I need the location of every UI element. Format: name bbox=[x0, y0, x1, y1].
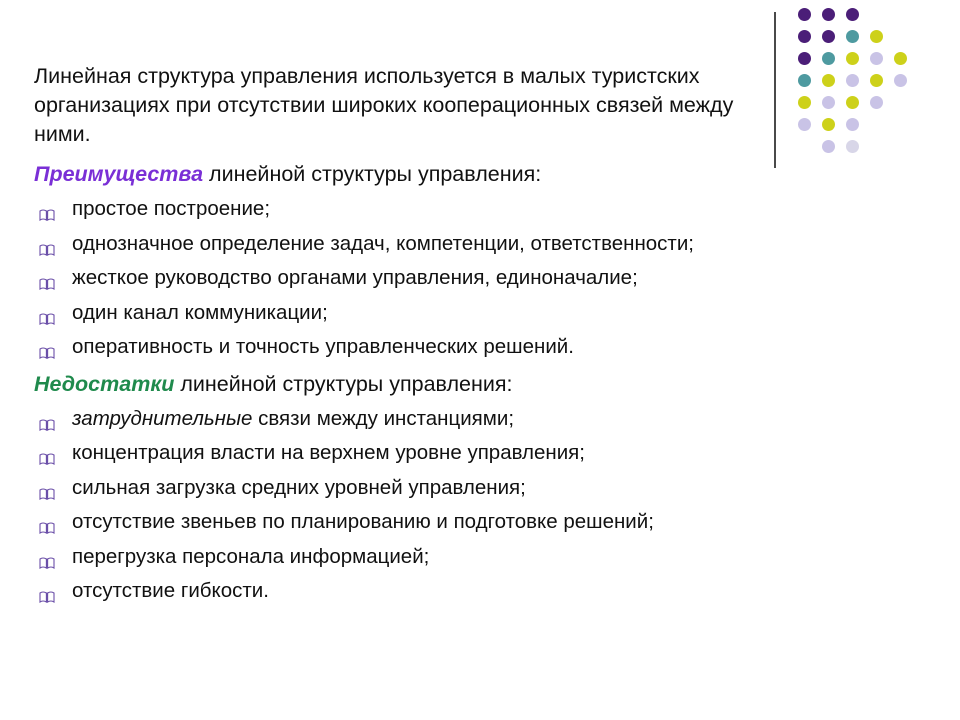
book-bullet-icon bbox=[39, 479, 55, 493]
decoration-dot bbox=[894, 74, 907, 87]
list-item-text: перегрузка персонала информацией; bbox=[72, 544, 430, 568]
advantages-list bbox=[34, 193, 824, 363]
decoration-dot bbox=[846, 96, 859, 109]
book-bullet-icon bbox=[39, 513, 55, 527]
book-bullet-icon bbox=[39, 582, 55, 596]
list-item-text: жесткое руководство органами управления, единоначалие; bbox=[72, 266, 638, 289]
list-item bbox=[34, 297, 824, 329]
intro-paragraph: Линейная структура управления используется в малых туристских организациях при отсутствии широких кооперационных связей между ними. bbox=[34, 64, 734, 146]
list-item bbox=[34, 262, 824, 294]
book-bullet-icon bbox=[39, 338, 55, 352]
book-bullet-icon bbox=[39, 548, 55, 562]
list-item bbox=[34, 541, 824, 573]
disadvantages-label: Недостатки bbox=[34, 371, 175, 396]
book-bullet-icon bbox=[39, 410, 55, 424]
list-item-emphasis: затруднительные bbox=[72, 406, 253, 430]
list-item-text: простое построение; bbox=[72, 197, 271, 220]
list-item-text: сильная загрузка средних уровней управления; bbox=[72, 475, 526, 499]
decoration-dot bbox=[870, 52, 883, 65]
book-bullet-icon bbox=[39, 304, 55, 318]
list-item bbox=[34, 472, 824, 504]
list-item bbox=[34, 193, 824, 225]
disadvantages-heading bbox=[34, 369, 824, 399]
slide-content bbox=[34, 62, 824, 610]
list-item bbox=[34, 403, 824, 435]
disadvantages-heading-rest: линейной структуры управления: bbox=[174, 371, 513, 396]
list-item-text: отсутствие звеньев по планированию и подготовке решений; bbox=[72, 510, 654, 533]
advantages-label: Преимущества bbox=[34, 162, 204, 186]
book-bullet-icon bbox=[39, 235, 55, 249]
book-bullet-icon bbox=[39, 269, 55, 283]
advantages-heading-rest: линейной структуры управления: bbox=[203, 162, 542, 186]
decoration-dot bbox=[894, 52, 907, 65]
decoration-dot bbox=[798, 8, 811, 21]
list-item-text: связи между инстанциями; bbox=[252, 406, 515, 430]
list-item-text: однозначное определение задач, компетенции, ответственности; bbox=[72, 231, 694, 255]
decoration-dot bbox=[846, 140, 859, 153]
list-item-text: концентрация власти на верхнем уровне управления; bbox=[72, 441, 585, 464]
list-item bbox=[34, 437, 824, 469]
decoration-dot bbox=[870, 74, 883, 87]
decoration-dot bbox=[846, 118, 859, 131]
list-item-text: оперативность и точность управленческих решений. bbox=[72, 335, 574, 358]
list-item-text: отсутствие гибкости. bbox=[72, 579, 269, 602]
advantages-heading bbox=[34, 159, 824, 189]
decoration-dot bbox=[870, 30, 883, 43]
decoration-dot bbox=[846, 74, 859, 87]
decoration-dot bbox=[846, 52, 859, 65]
list-item-text: один канал коммуникации; bbox=[72, 300, 328, 324]
decoration-dot bbox=[822, 30, 835, 43]
list-item bbox=[34, 506, 824, 538]
book-bullet-icon bbox=[39, 444, 55, 458]
decoration-dot bbox=[822, 8, 835, 21]
decoration-dot bbox=[798, 30, 811, 43]
decoration-dot bbox=[870, 96, 883, 109]
decoration-dot bbox=[846, 30, 859, 43]
list-item bbox=[34, 228, 824, 260]
decoration-dot bbox=[846, 8, 859, 21]
list-item bbox=[34, 575, 824, 607]
disadvantages-list bbox=[34, 403, 824, 607]
list-item bbox=[34, 331, 824, 363]
book-bullet-icon bbox=[39, 200, 55, 214]
